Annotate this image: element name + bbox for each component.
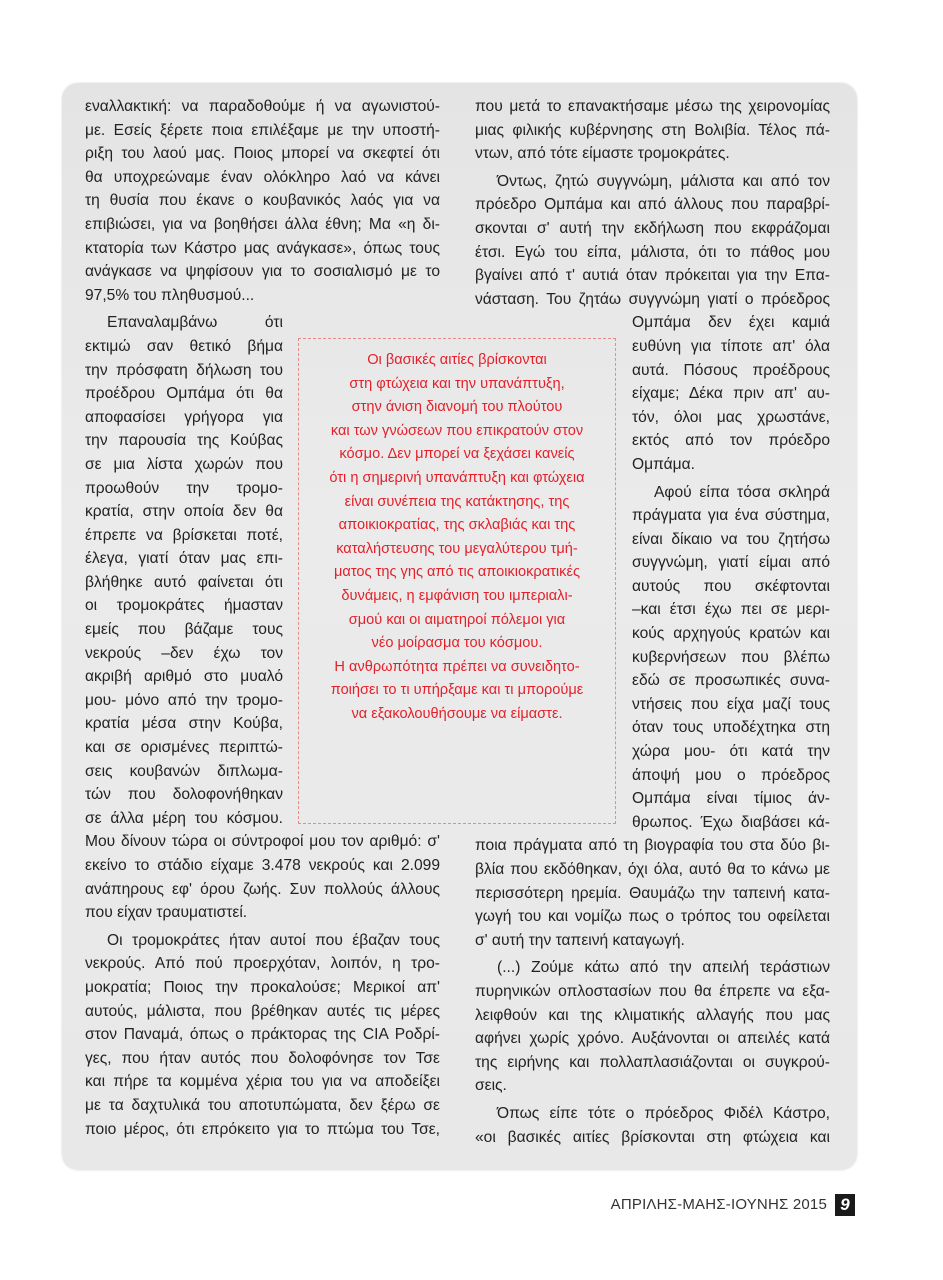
text-line: Όπως είπε τότε ο πρόεδρος Φιδέλ Κάστρο, — [497, 1104, 830, 1122]
text-line: με. Εσείς ξέρετε ποια επιλέξαμε με την υποστή- — [85, 121, 440, 139]
page-number: 9 — [835, 1194, 855, 1216]
text-line: μιας φιλικής κυβέρνησης στη Βολιβία. Τέλος πά- — [475, 121, 830, 139]
text-line: χώρα μου- ότι κατά την — [632, 743, 830, 761]
text-line: κούς αρχηγούς κρατών και — [632, 625, 830, 643]
text-line: ριξη του λαού μας. Ποιος μπορεί να σκεφτεί ότι — [85, 145, 440, 163]
text-line: –και έτσι έχω πει σε μερι- — [632, 601, 830, 619]
pull-quote-line: ματος της γης από τις αποικιοκρατικές — [333, 564, 581, 581]
text-line: την πρόσφατη δήλωση του — [85, 361, 283, 379]
text-line: εκείνο το στάδιο είχαμε 3.478 νεκρούς και 2.099 — [85, 857, 440, 874]
text-line: τη θυσία που έκανε ο κουβανικός λαός για να — [85, 192, 440, 210]
text-line: και σε ορισμένες περιπτώ- — [85, 739, 283, 757]
text-line: την παρουσία της Κούβας — [85, 432, 283, 450]
text-line: «οι βασικές αιτίες βρίσκονται στη φτώχεια και — [475, 1128, 830, 1146]
pull-quote-line: στην άνιση διανομή του πλούτου — [351, 399, 563, 416]
text-line: αυτούς που σκέφτονται — [632, 577, 830, 595]
text-line: και πήρε τα κομμένα χέρια του για να αποδείξει — [85, 1073, 440, 1091]
pull-quote-line: καταλήστευσης του μεγαλύτερου τμή- — [336, 540, 578, 557]
paragraph — [475, 956, 830, 1098]
text-line: αποφασίσει γρήγορα για — [85, 408, 283, 426]
text-line: περισσότερη ηρεμία. Θαυμάζω την ταπεινή κατα- — [475, 884, 830, 902]
paragraph — [475, 95, 830, 166]
paragraph — [85, 95, 440, 307]
text-line: αυτά. Πόσους προέδρους — [632, 361, 830, 379]
text-line: (...) Ζούμε κάτω από την απειλή τεράστιων — [497, 959, 830, 977]
pull-quote-line: δυνάμεις, η εμφάνιση του ιμπεριαλι- — [341, 587, 573, 604]
text-line: που μετά το επανακτήσαμε μέσω της χειρονομίας — [475, 98, 830, 115]
text-line: σεις κουβανών διπλωμα- — [85, 762, 283, 780]
text-line: ντων, από τότε είμαστε τρομοκράτες. — [475, 145, 730, 163]
text-line: ανάπηρους εφ' όρου ζωής. Συν πολλούς άλλους — [85, 880, 440, 898]
text-line: προωθούν την τρομο- — [85, 479, 283, 497]
text-line: πρόεδρο Ομπάμα και από άλλους που παραβρί- — [475, 196, 830, 214]
text-line: ποιο μέρος, ότι επρόκειτο για το πτώμα του Τσε, — [85, 1120, 440, 1138]
pull-quote-text — [307, 349, 607, 727]
text-line: τόν, όλοι μας χρωστάνε, — [632, 408, 830, 426]
text-line: ντήσεις που είχα μαζί τους — [632, 695, 830, 713]
text-line: 97,5% του πληθυσμού... — [85, 286, 255, 304]
text-line: προέδρου Ομπάμα ότι θα — [85, 385, 283, 403]
pull-quote-line: νέο μοίρασμα του κόσμου. — [371, 635, 543, 652]
text-line: βγαίνει από τ' αυτιά όταν πρόκειται για την Επα- — [475, 267, 830, 285]
text-line: τών που δολοφονήθηκαν — [85, 786, 283, 804]
paragraph — [85, 929, 440, 1141]
pull-quote-line: Η ανθρωπότητα πρέπει να συνειδητο- — [334, 658, 580, 675]
text-line: νεκρούς. Από πού προερχόταν, λοιπόν, η τρο- — [85, 955, 440, 973]
text-line: ανάγκασε να ψηφίσουν για το σοσιαλισμό με το — [85, 263, 440, 281]
text-line: αυτούς, μάλιστα, που βρέθηκαν αυτές τις μέρες — [85, 1002, 440, 1020]
text-line: Μου δίνουν τώρα οι σύντροφοί μου τον αριθμό: σ' — [85, 833, 440, 851]
pull-quote-line: κόσμο. Δεν μπορεί να ξεχάσει κανείς — [339, 446, 575, 463]
text-line: γες, που ήταν αυτός που δολοφόνησε τον Τσε — [85, 1049, 440, 1067]
pull-quote-line: αποικιοκρατίας, της σκλαβιάς και της — [338, 517, 576, 534]
text-line: εμείς που βάζαμε τους — [85, 621, 283, 639]
text-line: νάσταση. Του ζητάω συγγνώμη γιατί ο πρόεδρος — [475, 290, 830, 308]
text-line: σεις. — [475, 1077, 507, 1095]
text-line: Όντως, ζητώ συγγνώμη, μάλιστα και από τον — [497, 172, 830, 190]
pull-quote-line: να εξακολουθήσουμε να είμαστε. — [351, 705, 563, 722]
text-line: βλήθηκε αυτό φαίνεται ότι — [85, 573, 283, 591]
text-line: με τα δαχτυλικά του αποτυπώματα, δεν ξέρω σε — [85, 1096, 440, 1114]
text-line: σε μια λίστα χωρών που — [85, 455, 283, 473]
text-line: κυβερνήσεων που βλέπω — [632, 648, 830, 666]
text-line: στον Παναμά, όπως ο πράκτορας της CIA Ροδρί- — [85, 1026, 440, 1044]
text-line: άποψή μου ο πρόεδρος — [632, 766, 830, 784]
text-line: Ομπάμα δεν έχει καμιά — [632, 314, 830, 332]
text-line: λειφθούν και της κλιματικής αλλαγής που μας — [475, 1006, 830, 1024]
text-line: κτατορία των Κάστρο μας ανάγκασε», όπως τους — [85, 239, 440, 257]
text-line: συγγνώμη, γιατί είμαι από — [632, 554, 830, 572]
text-line: επιβιώσει, για να βοηθήσει άλλα έθνη; Μα «η δι- — [85, 215, 440, 233]
text-line: Επαναλαμβάνω ότι — [107, 314, 283, 332]
paragraph — [475, 1102, 830, 1149]
text-line: αφήνει χωρίς χρόνο. Αυξάνονται οι απειλές κατά — [475, 1030, 830, 1048]
text-line: Οι τρομοκράτες ήταν αυτοί που έβαζαν τους — [107, 931, 440, 949]
text-line: γωγή του και νομίζω πως ο τρόπος του οφείλεται — [475, 908, 830, 926]
text-line: πράγματα για ένα σύστημα, — [632, 507, 830, 525]
text-line: ευθύνη για τίποτε απ' όλα — [632, 337, 830, 355]
text-line: έπρεπε να βρίσκεται ποτέ, — [85, 526, 283, 544]
text-line: ποια πράγματα από τη βιογραφία του στα δύο βι- — [475, 837, 830, 855]
text-line: έτσι. Εγώ του είπα, μάλιστα, ότι το πάθος μου — [475, 243, 830, 261]
pull-quote-line: Οι βασικές αιτίες βρίσκονται — [367, 352, 547, 368]
text-line: πυρηνικών οπλοστασίων που θα έπρεπε να εξα- — [475, 982, 830, 1000]
text-line: σε άλλα μέρη του κόσμου. — [85, 809, 283, 827]
pull-quote-box — [298, 338, 616, 824]
text-line: θρωπος. Έχω διαβάσει κά- — [632, 813, 830, 831]
pull-quote-line: ότι η σημερινή υπανάπτυξη και φτώχεια — [329, 469, 585, 486]
text-line: ακριβή αριθμό στο μυαλό — [85, 668, 283, 686]
pull-quote-line: στη φτώχεια και την υπανάπτυξη, — [349, 375, 565, 392]
text-line: όταν τους υποδέχτηκα στη — [632, 719, 830, 737]
text-line: εναλλακτική: να παραδοθούμε ή να αγωνιστού- — [85, 98, 440, 115]
pull-quote-line: και των γνώσεων που επικρατούν στον — [330, 422, 584, 439]
issue-date: ΑΠΡΙΛΗΣ-ΜΑΗΣ-ΙΟΥΝΗΣ 2015 — [610, 1196, 827, 1213]
pull-quote-line: σμού και οι αιματηροί πόλεμοι για — [348, 611, 566, 628]
text-line: έλεγα, γιατί όταν μας επι- — [85, 550, 283, 568]
text-line: Αφού είπα τόσα σκληρά — [654, 483, 830, 501]
text-line: σκονται σ' αυτή την εκδήλωση που εκφράζομαι — [475, 219, 830, 237]
pull-quote-line: είναι συνέπεια της κατάκτησης, της — [344, 493, 570, 510]
pull-quote-line: ποιήσει το τι υπήρξαμε και τι μπορούμε — [330, 682, 584, 699]
text-line: της ειρήνης και πολλαπλασιάζονται οι συγκρού- — [475, 1053, 830, 1071]
text-line: βλία που εκδόθηκαν, όχι όλα, αυτό θα το κάνω με — [475, 861, 830, 878]
text-line: θα υποχρεώναμε έναν ολόκληρο λαό να κάνει — [85, 168, 440, 186]
text-line: εδώ σε προσωπικές συνα- — [632, 672, 830, 690]
text-line: είναι δίκαιο να του ζητήσω — [632, 530, 830, 548]
text-line: εκτός από τον πρόεδρο — [632, 432, 830, 450]
text-line: είχαμε; Δέκα πριν απ' αυ- — [632, 385, 830, 403]
text-line: Ομπάμα είναι τίμιος άν- — [632, 790, 830, 808]
text-line: νεκρούς –δεν έχω τον — [85, 644, 283, 662]
text-line: κρατία, στην οποία δεν θα — [85, 503, 283, 521]
text-line: κρατία μέσα στην Κούβα, — [85, 715, 283, 733]
text-line: εκτιμώ σαν θετικό βήμα — [85, 337, 283, 355]
text-line: Ομπάμα. — [632, 455, 695, 473]
text-line: μου- μόνο από την τρομο- — [85, 691, 283, 709]
text-line: που είχαν τραυματιστεί. — [85, 904, 248, 922]
text-line: οι τρομοκράτες ήμασταν — [85, 597, 283, 615]
text-line: σ' αυτή την ταπεινή καταγωγή. — [475, 931, 685, 949]
text-line: μοκρατία; Ποιος την προκαλούσε; Μερικοί απ' — [85, 978, 440, 996]
